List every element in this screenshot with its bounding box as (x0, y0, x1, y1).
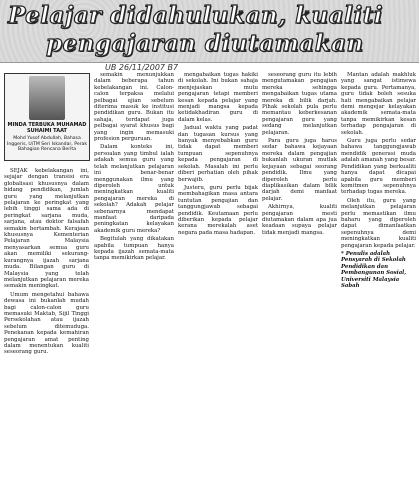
paragraph: Umum mengetahui bahawa dewasa ini bukanlah mudah bagi calon-calon guru memasuki Maktab, Sijil Tinggi Persekolahan atau ijazah sebelum ditemuduga. Penekanan kepada kemahiran pengajaran amat penting dalam menentukan kualiti seseorang guru. (4, 291, 89, 356)
paragraph: mengabaikan tugas hakiki di sekolah. Ini bukan sahaja menjejaskan mutu pengajaran tetapi memberi kesan kepada pelajar yang menjadi mangsa kepada ketidakhadiran guru di dalam kelas. (178, 72, 258, 123)
paragraph: Akhirnya, kualiti pengajaran mesti diutamakan dalam apa jua keadaan supaya pelajar tidak menjadi mangsa. (262, 204, 337, 236)
paragraph: Jadual waktu yang padat dan tugasan kursus yang banyak menyebabkan guru tidak dapat memberi tumpuan sepenuhnya kepada pengajaran di sekolah. Masalah ini perlu diberi perhatian oleh pihak berwajib. (178, 125, 258, 183)
paragraph: Begitulah yang dikatakan apabila tumpuan hanya kepada ijazah semata-mata tanpa memikirkan pelajar. (94, 236, 174, 262)
paragraph: seseorang guru itu lebih mengutamakan pengajian mereka sehingga mengabaikan tugas utama mereka di bilik darjah. Pihak sekolah pula perlu memantau keberkesanan pengajaran guru yang sedang melanjutkan pelajaran. (262, 72, 337, 136)
article-column-2 (94, 72, 174, 264)
paragraph: Para guru juga harus sedar bahawa kejayaan mereka dalam pengajian bukanlah ukuran mutlak kejayaan sebagai seorang pendidik. Ilmu yang diperoleh perlu diaplikasikan dalam bilik darjah demi manfaat pelajar. (262, 138, 337, 202)
paragraph: Guru juga perlu sedar bahawa tanggungjawab mendidik generasi muda adalah amanah yang besar. Pendidikan yang berkualiti hanya dapat dicapai apabila guru memberi komitmen sepenuhnya terhadap tugas mereka. (341, 138, 416, 196)
author-signature: * Penulis adalah Pensyarah di Sekolah Pendidikan dan Pembangunan Sosial, Universiti Malaysia Sabah (341, 250, 407, 289)
author-box (4, 73, 90, 161)
headline-banner (0, 0, 419, 63)
headline-line-2: pengajaran diutamakan (46, 30, 364, 57)
paragraph: Mantan adalah makhluk yang sangat istimewa kepada guru. Pertamanya, guru tidak boleh sesuka hati mengabaikan pelajar demi mengejar kelayakan akademik semata-mata tanpa memikirkan kesan terhadap pengajaran di sekolah. (341, 72, 416, 136)
paragraph: Justeru, guru perlu bijak membahagikan masa antara tuntutan pengajian dan tanggungjawab sebagai pendidik. Keutamaan perlu diberikan kepada pelajar kerana merekalah aset negara pada masa hadapan. (178, 184, 258, 236)
paragraph: Dalam konteks ini, persoalan yang timbul ialah adakah semua guru yang telah melanjutkan pelajaran ini benar-benar menggunakan ilmu yang diperoleh untuk meningkatkan kualiti pengajaran mereka di sekolah? Adakah pelajar sebenarnya mendapat manfaat daripada peningkatan kelayakan akademik guru mereka? (94, 144, 174, 234)
paragraph: semakin menunjukkan dalam beberapa tahun kebelakangan ini. Calon-calon terpaksa melalui pelbagai ujian sebelum diterima masuk ke institusi pendidikan guru. Bukan itu sahaja, terdapat juga pelbagai syarat khusus bagi yang ingin memasuki profesion perguruan. (94, 72, 174, 143)
author-name: Mohd Yusof Abdullah, Bahasa Inggeris, UiTM Seri Iskandar, Perak Bahagian Rencana Berita (6, 136, 88, 153)
clip-date-annotation: UB 26/11/2007 B7 (105, 63, 179, 72)
author-photo (29, 76, 65, 120)
paragraph: SEJAK kebelakangan ini, sejajar dengan transisi era globalisasi khususnya dalam bidang pendidikan, jumlah guru yang melanjutkan pelajaran ke peringkat yang lebih tinggi sama ada di peringkat sarjana muda, sarjana, atau doktor falsafah semakin bertambah. Kerajaan khususnya Kementerian Pelajaran Malaysia menyasarkan semua guru akan memiliki sekurang-kurangnya ijazah sarjana muda. Bilangan guru di Malaysia yang telah melanjutkan pelajaran mereka semakin meningkat. (4, 168, 89, 290)
article-column-5 (341, 72, 416, 291)
article-column-4 (262, 72, 337, 238)
paragraph: Oleh itu, guru yang melanjutkan pelajaran perlu memastikan ilmu baharu yang diperoleh dapat dimanfaatkan sepenuhnya demi meningkatkan kualiti pengajaran kepada pelajar. (341, 197, 416, 249)
headline-line-1: Pelajar didahulukan, kualiti (8, 2, 383, 29)
article-column-1 (4, 168, 89, 358)
article-column-3 (178, 72, 258, 238)
author-column-title: MINDA TERBUKA MUHAMAD SUHAIMI TAAT (7, 122, 87, 134)
